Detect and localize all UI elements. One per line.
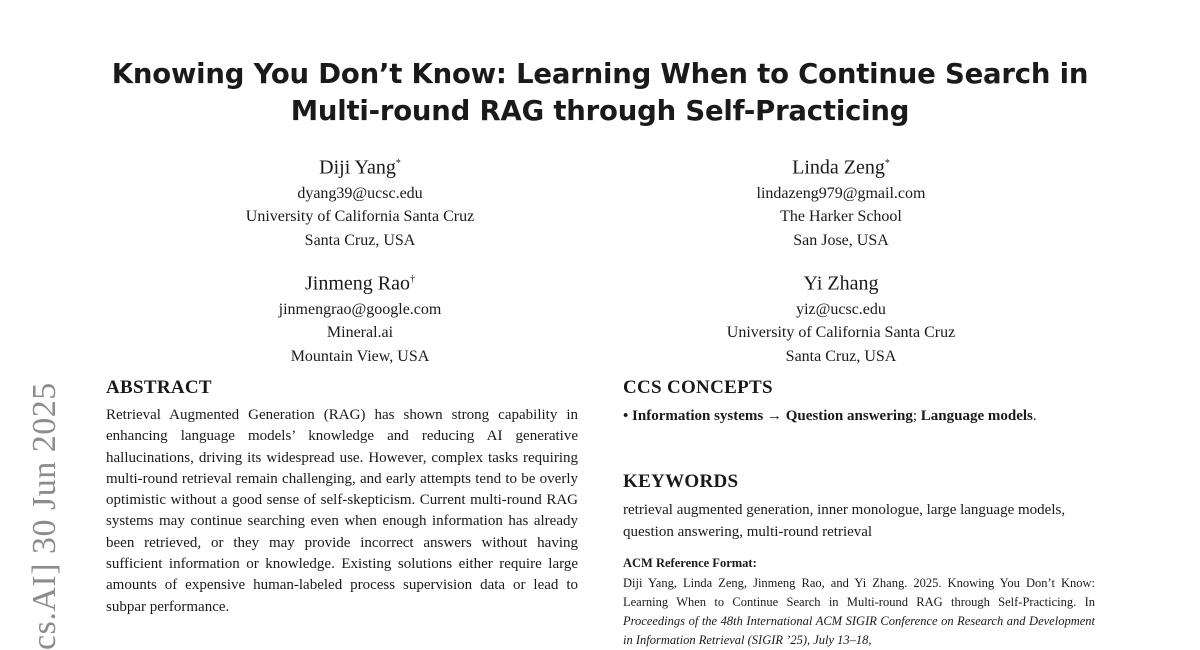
keywords-body: retrieval augmented generation, inner monologue, large language models, question answering, multi-round retrieval — [623, 502, 1066, 540]
author-email: dyang39@ucsc.edu — [297, 184, 423, 202]
ccs-item: Question answering — [785, 408, 913, 424]
ccs-bullet: • — [623, 408, 629, 424]
author-email: yiz@ucsc.edu — [796, 300, 886, 318]
author-email: lindazeng979@gmail.com — [756, 184, 926, 202]
ccs-concept: Information systems — [632, 408, 764, 424]
author-location: San Jose, USA — [793, 231, 889, 249]
abstract-body: Retrieval Augmented Generation (RAG) has shown strong capability in enhancing language models’ knowledge and reducing AI generative hallucinations, driving its widespread use. However, complex tasks requiring multi-round retrieval remain challenging, and early attempts tend to be overly optimistic without a good sense of self-skepticism. Current multi-round RAG systems may continue searching even when enough information has already been retrieved, or they may provide incorrect answers without having sufficient information or knowledge. Existing solutions either require large amounts of expensive human-labeled process supervision data or lead to subpar performance. — [106, 407, 578, 615]
arxiv-side-stamp: cs.AI] 30 Jun 2025 — [26, 382, 63, 650]
author-affiliation: University of California Santa Cruz — [726, 324, 956, 342]
acm-reference-body — [623, 574, 1095, 650]
author-affiliation: University of California Santa Cruz — [245, 208, 475, 226]
author-affiliation: Mineral.ai — [326, 324, 394, 342]
author-footnote-mark: * — [395, 158, 401, 169]
author-block — [160, 266, 560, 368]
author-name: Yi Zhang — [803, 272, 879, 295]
author-name: Diji Yang* — [319, 156, 401, 179]
acm-reference-heading: ACM Reference Format: — [623, 556, 757, 570]
keywords-heading: KEYWORDS — [623, 471, 739, 492]
acm-reference-text: Diji Yang, Linda Zeng, Jinmeng Rao, and Yi Zhang. 2025. Knowing You Don’t Know: Learning When to Continue Search in Multi-round RAG through Self-Practicing. In — [623, 576, 1095, 609]
acm-reference-venue: Proceedings of the 48th International ACM SIGIR Conference on Research and Development in Information Retrieval (SIGIR ’25), July 13–18, — [623, 614, 1095, 647]
author-location: Mountain View, USA — [290, 347, 430, 365]
author-footnote-mark: † — [410, 274, 415, 285]
ccs-concepts — [623, 405, 1095, 427]
ccs-arrow: → — [767, 408, 783, 424]
ccs-separator: ; — [912, 408, 918, 424]
title-line-2: Multi-round RAG through Self-Practicing — [290, 95, 910, 127]
author-name: Jinmeng Rao† — [305, 272, 415, 295]
author-block — [641, 266, 1041, 368]
ccs-item: Language models — [920, 408, 1033, 424]
author-affiliation: The Harker School — [780, 208, 902, 226]
author-location: Santa Cruz, USA — [785, 347, 897, 365]
author-location: Santa Cruz, USA — [304, 231, 416, 249]
author-footnote-mark: * — [884, 158, 890, 169]
author-name: Linda Zeng* — [792, 156, 890, 179]
ccs-heading: CCS CONCEPTS — [623, 377, 773, 398]
paper-title — [60, 56, 1140, 130]
abstract-heading: ABSTRACT — [106, 377, 212, 398]
author-block — [641, 150, 1041, 252]
author-block — [160, 150, 560, 252]
author-email: jinmengrao@google.com — [278, 300, 442, 318]
title-line-1: Knowing You Don’t Know: Learning When to Continue Search in — [111, 58, 1089, 90]
ccs-end: . — [1032, 408, 1037, 424]
